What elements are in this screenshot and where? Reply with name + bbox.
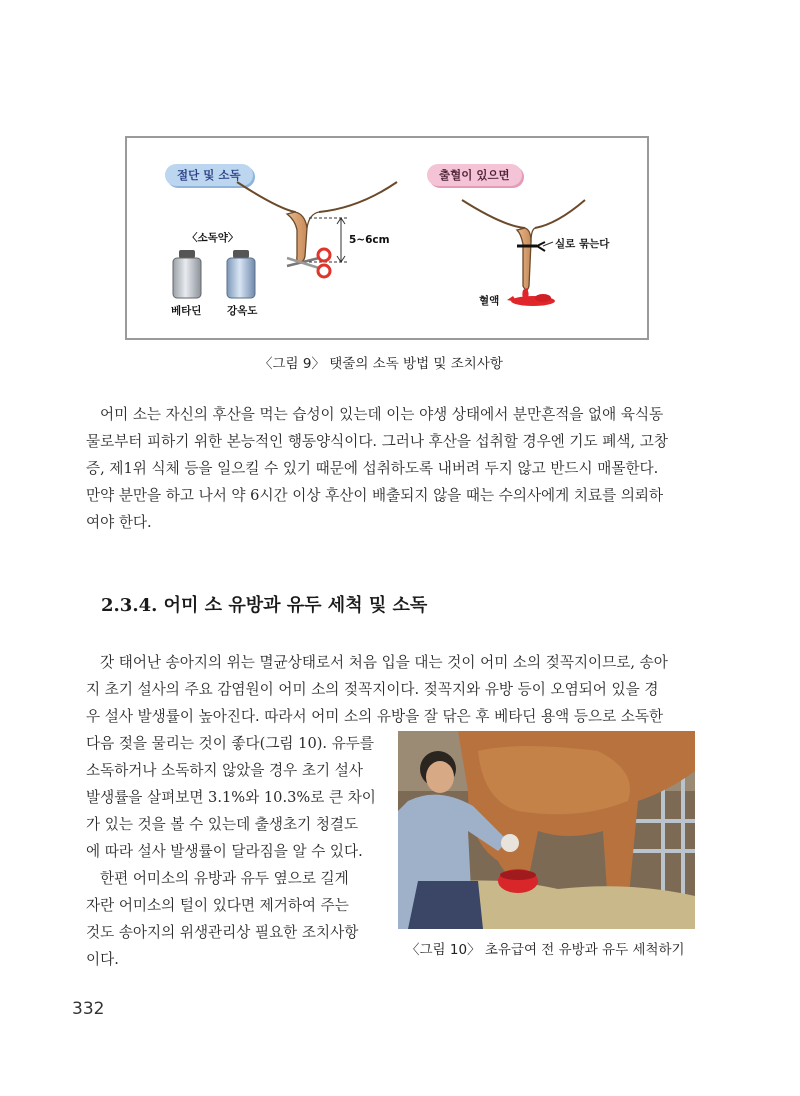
label-cut-and-disinfect: 절단 및 소독 <box>165 164 253 186</box>
section-heading: 2.3.4. 어미 소 유방과 유두 세척 및 소독 <box>101 595 428 616</box>
text-line: 우 설사 발생률이 높아진다. 따라서 어미 소의 유방을 잘 닦은 후 베타딘 용액 등으로 소독한 <box>86 708 664 725</box>
paragraph-afterbirth <box>86 401 706 536</box>
blood-label: 혈액 <box>479 295 500 307</box>
text-line: 에 따라 설사 발생률이 달라짐을 알 수 있다. <box>86 843 363 860</box>
figure-9-umbilical-cord-diagram <box>125 136 649 340</box>
text-line: 발생률을 살펴보면 3.1%와 10.3%로 큰 차이 <box>86 789 376 806</box>
text-line: 소독하거나 소독하지 않았을 경우 초기 설사 <box>86 762 363 779</box>
scissors-icon <box>287 249 330 277</box>
text-line: 갓 태어난 송아지의 위는 멸균상태로서 처음 입을 대는 것이 어미 소의 젖꼭지이므로, 송아 <box>100 654 668 671</box>
figure-10-photo <box>398 731 695 929</box>
iodine-bottle-icon <box>227 250 255 298</box>
text-line: 것도 송아지의 위생관리상 필요한 조치사항 <box>86 924 359 941</box>
betadine-bottle-icon <box>173 250 201 298</box>
text-line: 지 초기 설사의 주요 감염원이 어미 소의 젖꼭지이다. 젖꼭지와 유방 등이 오염되어 있을 경 <box>86 681 659 698</box>
text-line: 만약 분만을 하고 나서 약 6시간 이상 후산이 배출되지 않을 때는 수의사에게 치료를 의뢰하 <box>86 487 664 504</box>
label-if-bleeding: 출혈이 있으면 <box>427 164 522 186</box>
blood-drop-icon <box>507 288 555 306</box>
text-line: 자란 어미소의 털이 있다면 제거하여 주는 <box>86 897 349 914</box>
text-line: 여야 한다. <box>86 514 152 531</box>
figure-10-caption: 〈그림 10〉 초유급여 전 유방과 유두 세척하기 <box>406 942 685 958</box>
text-line: 가 있는 것을 볼 수 있는데 출생초기 청결도 <box>86 816 359 833</box>
text-line: 이다. <box>86 951 119 968</box>
text-line: 물로부터 피하기 위한 본능적인 행동양식이다. 그러나 후산을 섭취할 경우엔 기도 폐색, 고창 <box>86 433 668 450</box>
page-number: 332 <box>72 999 105 1019</box>
betadine-label: 베타딘 <box>171 305 202 317</box>
text-line: 다음 젖을 물리는 것이 좋다(그림 10). 유두를 <box>86 735 374 752</box>
figure-9-caption: 〈그림 9〉 탯줄의 소독 방법 및 조치사항 <box>259 356 503 372</box>
text-line: 어미 소는 자신의 후산을 먹는 습성이 있는데 이는 야생 상태에서 분만흔적을 없애 육식동 <box>100 406 664 423</box>
paragraph-udder-cleaning <box>86 649 706 730</box>
length-measure-label: 5~6cm <box>349 234 390 246</box>
paragraph-hair-removal <box>86 865 386 973</box>
disinfectant-heading: 〈소독약〉 <box>187 232 239 244</box>
tie-with-thread-label: 실로 묶는다 <box>555 238 610 250</box>
paragraph-udder-cleaning-continued <box>86 730 386 865</box>
text-line: 증, 제1위 식체 등을 일으킬 수 있기 때문에 섭취하도록 내버려 두지 않고 반드시 매몰한다. <box>86 460 659 477</box>
iodine-label: 강옥도 <box>227 305 258 317</box>
text-line: 한편 어미소의 유방과 유두 옆으로 길게 <box>100 870 349 887</box>
